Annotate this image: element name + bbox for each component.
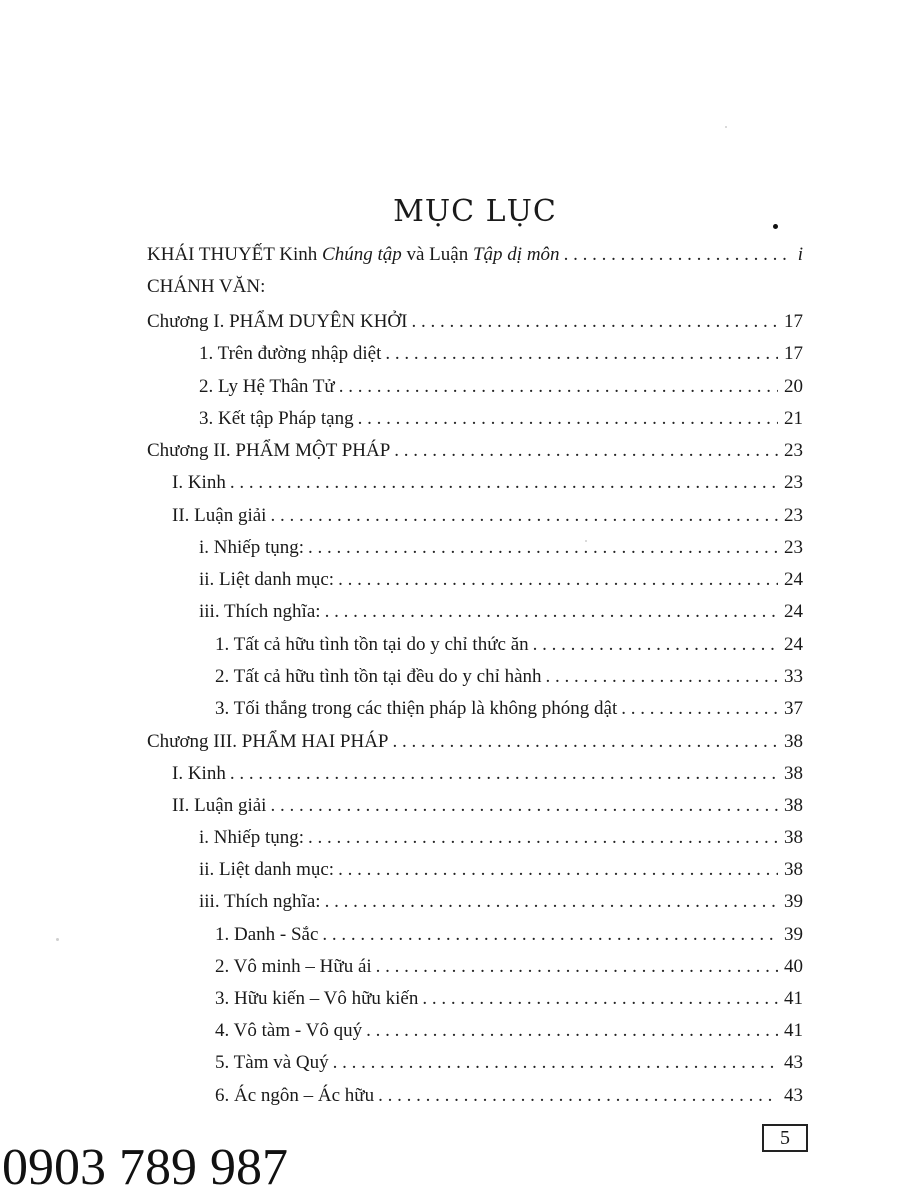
toc-entry-label: CHÁNH VĂN:: [147, 276, 266, 297]
toc-entry-label: iii. Thích nghĩa:: [199, 891, 321, 912]
phone-number: 0903 789 987: [2, 1139, 288, 1196]
toc-entry: [215, 952, 803, 982]
toc-page-number: 33: [784, 666, 803, 687]
toc-entry-label: 2. Tất cả hữu tình tồn tại đều do y chỉ hành: [215, 666, 542, 687]
toc-entry-label: 3. Tối thắng trong các thiện pháp là không phóng dật: [215, 698, 618, 719]
page-number-box: 5: [762, 1124, 808, 1152]
paper-speck: [725, 126, 727, 128]
toc-entry-label: I. Kinh: [172, 472, 226, 493]
toc-page-number: 37: [784, 698, 803, 719]
toc-page-number: 24: [784, 634, 803, 655]
paper-speck: [585, 540, 587, 542]
dot-leader: [325, 887, 778, 917]
toc-entry: [147, 727, 803, 757]
dot-leader: [366, 1016, 778, 1046]
toc-entry: [215, 630, 803, 660]
toc-page-number: 23: [784, 505, 803, 526]
paper-speck: [56, 938, 59, 941]
dot-leader: [533, 630, 778, 660]
toc-entry: [215, 1048, 803, 1078]
toc-page-number: 41: [784, 988, 803, 1009]
toc-entry-label: 5. Tàm và Quý: [215, 1052, 329, 1073]
toc-entry: [199, 372, 803, 402]
toc-page-number: 38: [784, 795, 803, 816]
dot-leader: [378, 1081, 778, 1111]
toc-page-number: 38: [784, 859, 803, 880]
toc-page-number: 43: [784, 1052, 803, 1073]
toc-entry: [215, 984, 803, 1014]
toc-entry-label: 2. Ly Hệ Thân Tử: [199, 376, 335, 397]
dot-leader: [339, 372, 778, 402]
dot-leader: [308, 823, 778, 853]
toc-entry-label: 2. Vô minh – Hữu ái: [215, 956, 372, 977]
toc-page-number: 38: [784, 763, 803, 784]
toc-page-number: 23: [784, 472, 803, 493]
dot-leader: [325, 597, 778, 627]
toc-entry: [199, 339, 803, 369]
toc-entry: [215, 1016, 803, 1046]
dot-leader: [385, 339, 778, 369]
toc-entry-label: ii. Liệt danh mục:: [199, 569, 335, 590]
dot-leader: [393, 727, 779, 757]
dot-leader: [546, 662, 778, 692]
dot-leader: [338, 855, 778, 885]
toc-entry: [215, 920, 803, 950]
toc-page-number: 23: [784, 440, 803, 461]
toc-entry: [172, 791, 803, 821]
toc-entry-label: i. Nhiếp tụng:: [199, 537, 305, 558]
toc-entry-label: iii. Thích nghĩa:: [199, 601, 321, 622]
toc-entry-label: i. Nhiếp tụng:: [199, 827, 305, 848]
toc-page-number: 23: [784, 537, 803, 558]
toc-page-number: 41: [784, 1020, 803, 1041]
toc-entry-label: II. Luận giải: [172, 505, 267, 526]
toc-entry-label: KHÁI THUYẾT Kinh Chúng tập và Luận Tập dị môn: [147, 244, 560, 265]
dot-leader: [308, 533, 778, 563]
toc-page-number: 17: [784, 311, 803, 332]
toc-entry: [199, 533, 803, 563]
dot-leader: [338, 565, 778, 595]
toc-entry-label: 3. Kết tập Pháp tạng: [199, 408, 354, 429]
toc-page-number: 39: [784, 891, 803, 912]
toc-page-number: 43: [784, 1085, 803, 1106]
toc-entry-label: 6. Ác ngôn – Ác hữu: [215, 1085, 375, 1106]
dot-leader: [411, 307, 778, 337]
toc-page-number: 38: [784, 827, 803, 848]
toc-page-number: 20: [784, 376, 803, 397]
toc-entry-label: I. Kinh: [172, 763, 226, 784]
toc-entry: [199, 565, 803, 595]
page-title: MỤC LỤC: [393, 194, 557, 229]
toc-page-number: 24: [784, 601, 803, 622]
dot-leader: [394, 436, 778, 466]
toc-entry: [147, 307, 803, 337]
toc-entry-label: 3. Hữu kiến – Vô hữu kiến: [215, 988, 419, 1009]
toc-entry-label: Chương I. PHẨM DUYÊN KHỞI: [147, 311, 408, 332]
toc-entry: [215, 662, 803, 692]
toc-entry-label: 1. Danh - Sắc: [215, 924, 319, 945]
toc-page-number: i: [797, 244, 803, 265]
toc-entry-label: Chương III. PHẨM HAI PHÁP: [147, 731, 389, 752]
dot-leader: [230, 759, 778, 789]
toc-entry-label: Chương II. PHẨM MỘT PHÁP: [147, 440, 391, 461]
toc-entry: [199, 597, 803, 627]
dot-leader: [564, 240, 792, 270]
toc-entry: [199, 887, 803, 917]
toc-entry: [147, 436, 803, 466]
dot-leader: [322, 920, 778, 950]
dot-leader: [358, 404, 778, 434]
toc-entry-label: 1. Trên đường nhập diệt: [199, 343, 382, 364]
dot-leader: [230, 468, 778, 498]
toc-entry: [172, 501, 803, 531]
toc-page-number: 24: [784, 569, 803, 590]
toc-entry: [215, 1081, 803, 1111]
toc-entry: [147, 272, 447, 302]
toc-entry: [147, 240, 803, 270]
toc-page-number: 17: [784, 343, 803, 364]
toc-entry-label: 1. Tất cả hữu tình tồn tại do y chỉ thức ăn: [215, 634, 529, 655]
dot-leader: [333, 1048, 778, 1078]
toc-entry-label: 4. Vô tàm - Vô quý: [215, 1020, 363, 1041]
toc-entry-label: II. Luận giải: [172, 795, 267, 816]
toc-page-number: 38: [784, 731, 803, 752]
toc-entry-label: ii. Liệt danh mục:: [199, 859, 335, 880]
toc-page-number: 40: [784, 956, 803, 977]
dot-leader: [621, 694, 778, 724]
toc-entry: [199, 855, 803, 885]
toc-page-number: 39: [784, 924, 803, 945]
dot-leader: [422, 984, 778, 1014]
dot-leader: [376, 952, 778, 982]
dot-leader: [270, 501, 778, 531]
toc-entry: [172, 468, 803, 498]
toc-entry: [215, 694, 803, 724]
toc-entry: [199, 823, 803, 853]
toc-entry: [172, 759, 803, 789]
dot-leader: [270, 791, 778, 821]
toc-page-number: 21: [784, 408, 803, 429]
toc-entry: [199, 404, 803, 434]
